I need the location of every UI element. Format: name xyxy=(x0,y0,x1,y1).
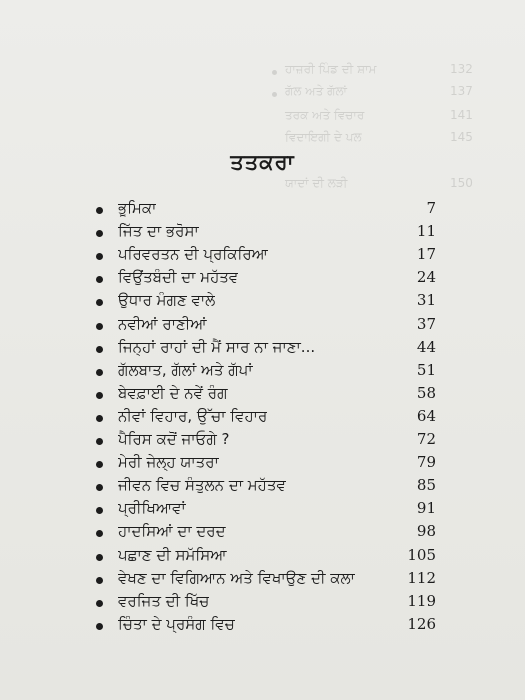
toc-entry-title: ਭੂਮਿਕਾ xyxy=(118,199,157,217)
bullet-icon xyxy=(96,207,103,214)
bullet-icon xyxy=(96,346,103,353)
bullet-icon xyxy=(96,369,103,376)
toc-entry xyxy=(0,568,525,591)
toc-entry xyxy=(0,475,525,498)
toc-entry-page-number: 119 xyxy=(407,591,436,610)
ghost-bullet xyxy=(272,70,277,75)
toc-entry-page-number: 126 xyxy=(407,614,436,633)
toc-entry-title: ਨੀਵਾਂ ਵਿਹਾਰ, ਉੱਚਾ ਵਿਹਾਰ xyxy=(118,406,268,425)
page-title: ਤਤਕਰਾ xyxy=(230,150,295,174)
toc-entry-title: ਵਿਉਂਤਬੰਦੀ ਦਾ ਮਹੱਤਵ xyxy=(118,268,239,287)
toc-entry-title: ਜਿਨ੍ਹਾਂ ਰਾਹਾਂ ਦੀ ਮੈਂ ਸਾਰ ਨਾ ਜਾਣਾ... xyxy=(118,337,316,356)
toc-entry-title: ਪਰਿਵਰਤਨ ਦੀ ਪ੍ਰਕਿਰਿਆ xyxy=(118,245,268,264)
toc-entry-title: ਪ੍ਰੀਖਿਆਵਾਂ xyxy=(118,499,186,518)
bullet-icon xyxy=(96,461,103,468)
toc-entry-title: ਹਾਦਸਿਆਂ ਦਾ ਦਰਦ xyxy=(118,522,226,541)
toc-entry-title: ਚਿੰਤਾ ਦੇ ਪ੍ਰਸੰਗ ਵਿਚ xyxy=(118,614,235,633)
ghost-bullet xyxy=(272,92,277,97)
toc-entry xyxy=(0,337,525,360)
ghost-number: 132 xyxy=(450,62,473,76)
toc-entry-title: ਗੱਲਬਾਤ, ਗੱਲਾਂ ਅਤੇ ਗੱਪਾਂ xyxy=(118,360,253,379)
toc-entry-title: ਨਵੀਆਂ ਰਾਣੀਆਂ xyxy=(118,314,207,333)
bullet-icon xyxy=(96,577,103,584)
toc-entry xyxy=(0,429,525,452)
ghost-line: ਯਾਦਾਂ ਦੀ ਲੜੀ xyxy=(285,176,348,190)
bullet-icon xyxy=(96,438,103,445)
bullet-icon xyxy=(96,299,103,306)
toc-entry-page-number: 112 xyxy=(407,568,436,587)
toc-entry-page-number: 72 xyxy=(416,430,436,448)
toc-entry xyxy=(0,290,525,313)
toc-entry-page-number: 98 xyxy=(416,522,436,541)
bullet-icon xyxy=(96,415,103,422)
toc-entry-page-number: 7 xyxy=(426,199,436,217)
toc-entry-page-number: 37 xyxy=(416,314,436,333)
toc-entry-title: ਜਿੱਤ ਦਾ ਭਰੋਸਾ xyxy=(118,222,199,241)
bullet-icon xyxy=(96,484,103,491)
toc-entry xyxy=(0,498,525,521)
toc-entry-page-number: 24 xyxy=(416,268,436,287)
toc-entry-title: ਵਰਜਿਤ ਦੀ ਖਿੱਚ xyxy=(118,591,210,610)
bullet-icon xyxy=(96,600,103,607)
toc-entry-title: ਵੇਖਣ ਦਾ ਵਿਗਿਆਨ ਅਤੇ ਵਿਖਾਉਣ ਦੀ ਕਲਾ xyxy=(118,568,355,587)
toc-entry-title: ਉਧਾਰ ਮੰਗਣ ਵਾਲੇ xyxy=(118,291,216,310)
toc-entry xyxy=(0,314,525,337)
toc-entry-title: ਪਛਾਣ ਦੀ ਸਮੱਸਿਆ xyxy=(118,545,227,564)
bullet-icon xyxy=(96,554,103,561)
toc-entry-page-number: 64 xyxy=(416,406,436,425)
bullet-icon xyxy=(96,276,103,283)
ghost-line: ਵਿਦਾਇਗੀ ਦੇ ਪਲ xyxy=(285,130,362,144)
bullet-icon xyxy=(96,623,103,630)
toc-entry-page-number: 105 xyxy=(407,545,436,564)
toc-entry xyxy=(0,267,525,290)
toc-entry xyxy=(0,452,525,475)
toc-entry-page-number: 91 xyxy=(416,499,436,518)
toc-entry-title: ਜੀਵਨ ਵਿਚ ਸੰਤੁਲਨ ਦਾ ਮਹੱਤਵ xyxy=(118,476,286,495)
toc-entry xyxy=(0,198,525,221)
toc-entry xyxy=(0,383,525,406)
toc-entry xyxy=(0,591,525,614)
toc-entry xyxy=(0,545,525,568)
bullet-icon xyxy=(96,392,103,399)
toc-entry-page-number: 31 xyxy=(416,291,436,310)
ghost-line: ਗੱਲ ਅਤੇ ਗੱਲਾਂ xyxy=(285,84,347,98)
bullet-icon xyxy=(96,530,103,537)
toc-entry xyxy=(0,521,525,544)
toc-entry-page-number: 58 xyxy=(416,383,436,402)
toc-entry-page-number: 51 xyxy=(416,360,436,379)
bullet-icon xyxy=(96,507,103,514)
ghost-number: 150 xyxy=(450,176,473,190)
toc-entry xyxy=(0,614,525,637)
ghost-number: 141 xyxy=(450,108,473,122)
toc-entry-page-number: 85 xyxy=(416,476,436,495)
toc-entry xyxy=(0,406,525,429)
toc-entry-page-number: 17 xyxy=(416,245,436,264)
toc-entry-page-number: 11 xyxy=(416,222,436,241)
ghost-line: ਹਾਜ਼ਰੀ ਪਿੰਡ ਦੀ ਸ਼ਾਮ xyxy=(285,62,377,76)
toc-entry xyxy=(0,221,525,244)
toc-entry-page-number: 79 xyxy=(416,453,436,472)
bullet-icon xyxy=(96,230,103,237)
ghost-line: ਤਰਕ ਅਤੇ ਵਿਚਾਰ xyxy=(285,108,365,122)
toc-entry-page-number: 44 xyxy=(416,337,436,356)
toc-entry xyxy=(0,360,525,383)
toc-entry xyxy=(0,244,525,267)
toc-entry-title: ਮੇਰੀ ਜੇਲ੍ਹ ਯਾਤਰਾ xyxy=(118,453,219,472)
toc-entry-title: ਪੈਰਿਸ ਕਦੋਂ ਜਾਓਗੇ ? xyxy=(118,430,230,448)
bullet-icon xyxy=(96,323,103,330)
bullet-icon xyxy=(96,253,103,260)
ghost-number: 145 xyxy=(450,130,473,144)
ghost-number: 137 xyxy=(450,84,473,98)
toc-entry-title: ਬੇਵਫ਼ਾਈ ਦੇ ਨਵੇਂ ਰੰਗ xyxy=(118,383,228,402)
